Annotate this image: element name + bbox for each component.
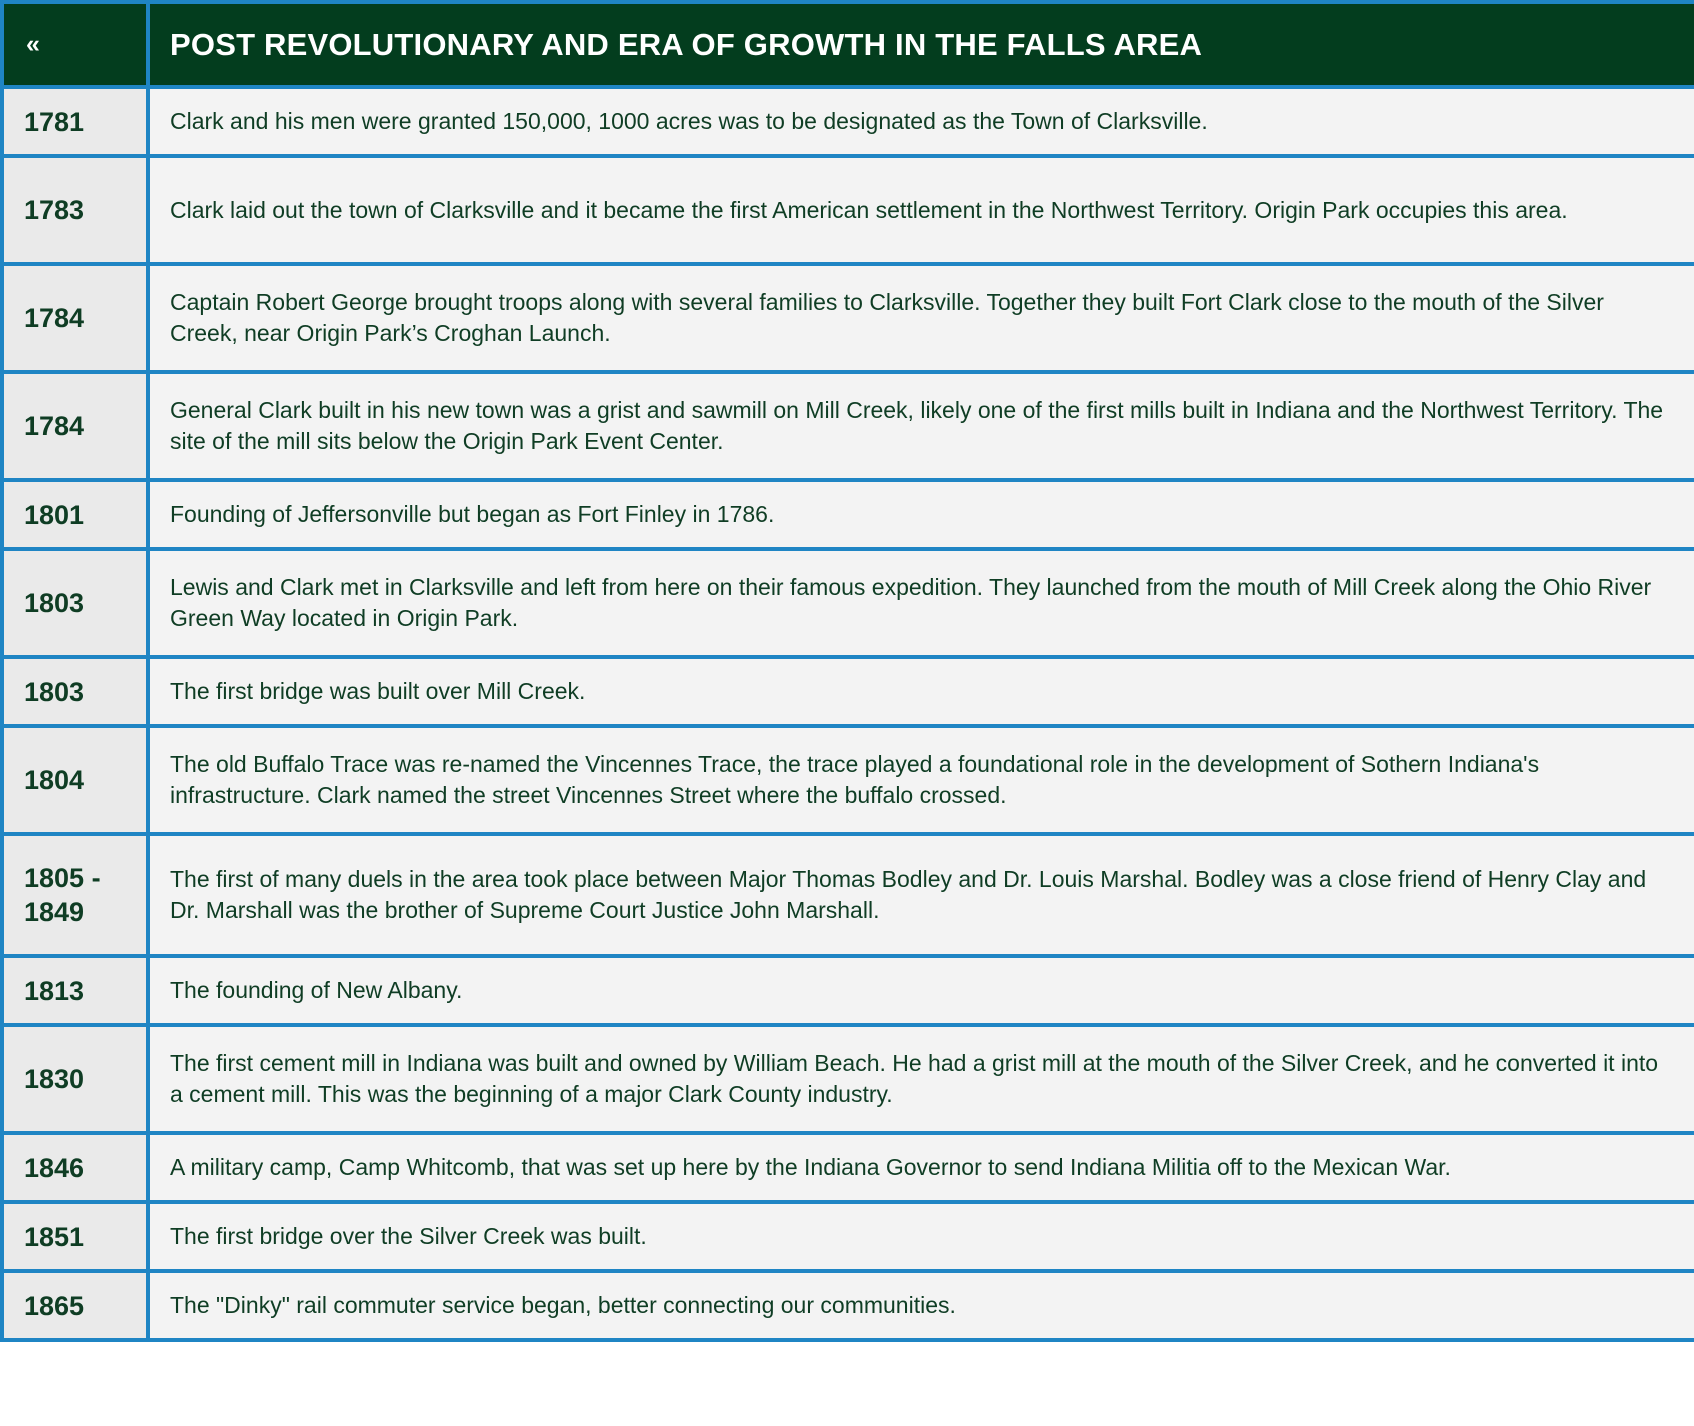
table-row bbox=[2, 1202, 1694, 1271]
row-event: Founding of Jeffersonville but began as Fort Finley in 1786. bbox=[148, 480, 1694, 549]
row-year: 1803 bbox=[2, 657, 148, 726]
row-event: Lewis and Clark met in Clarksville and left from here on their famous expedition. They launched from the mouth of Mill Creek along the Ohio River Green Way located in Origin Park. bbox=[148, 549, 1694, 657]
table-row bbox=[2, 1271, 1694, 1340]
row-event: The first bridge over the Silver Creek was built. bbox=[148, 1202, 1694, 1271]
table-row bbox=[2, 657, 1694, 726]
table-row bbox=[2, 956, 1694, 1025]
header-row bbox=[2, 2, 1694, 87]
table-header bbox=[2, 2, 1694, 87]
table-row bbox=[2, 264, 1694, 372]
timeline-rows bbox=[2, 87, 1694, 1340]
table-row bbox=[2, 1133, 1694, 1202]
row-year: 1851 bbox=[2, 1202, 148, 1271]
row-year: 1813 bbox=[2, 956, 148, 1025]
row-event: Clark laid out the town of Clarksville and it became the first American settlement in the Northwest Territory. Origin Park occupies this area. bbox=[148, 156, 1694, 264]
row-event: The first cement mill in Indiana was built and owned by William Beach. He had a grist mill at the mouth of the Silver Creek, and he converted it into a cement mill. This was the beginning of a major Clark County industry. bbox=[148, 1025, 1694, 1133]
row-event: The "Dinky" rail commuter service began, better connecting our communities. bbox=[148, 1271, 1694, 1340]
row-year: 1784 bbox=[2, 264, 148, 372]
row-event: The old Buffalo Trace was re-named the Vincennes Trace, the trace played a foundational role in the development of Sothern Indiana's infrastructure. Clark named the street Vincennes Street where the buffalo crossed. bbox=[148, 726, 1694, 834]
row-event: The first bridge was built over Mill Creek. bbox=[148, 657, 1694, 726]
table-row bbox=[2, 1025, 1694, 1133]
row-event: Clark and his men were granted 150,000, 1000 acres was to be designated as the Town of Clarksville. bbox=[148, 87, 1694, 156]
row-event: General Clark built in his new town was a grist and sawmill on Mill Creek, likely one of the first mills built in Indiana and the Northwest Territory. The site of the mill sits below the Origin Park Event Center. bbox=[148, 372, 1694, 480]
row-year: 1784 bbox=[2, 372, 148, 480]
table-row bbox=[2, 549, 1694, 657]
row-year: 1781 bbox=[2, 87, 148, 156]
table-row bbox=[2, 480, 1694, 549]
row-year: 1830 bbox=[2, 1025, 148, 1133]
table-row bbox=[2, 726, 1694, 834]
table-title: POST REVOLUTIONARY AND ERA OF GROWTH IN THE FALLS AREA bbox=[148, 2, 1694, 87]
row-year: 1803 bbox=[2, 549, 148, 657]
row-event: The first of many duels in the area took place between Major Thomas Bodley and Dr. Louis Marshal. Bodley was a close friend of Henry Clay and Dr. Marshall was the brother of Supreme Court Justice John Marshall. bbox=[148, 834, 1694, 956]
table-row bbox=[2, 834, 1694, 956]
table-row bbox=[2, 87, 1694, 156]
collapse-toggle[interactable]: « bbox=[2, 2, 148, 87]
row-year: 1804 bbox=[2, 726, 148, 834]
row-event: A military camp, Camp Whitcomb, that was set up here by the Indiana Governor to send Indiana Militia off to the Mexican War. bbox=[148, 1133, 1694, 1202]
row-year: 1805 - 1849 bbox=[2, 834, 148, 956]
row-year: 1865 bbox=[2, 1271, 148, 1340]
row-year: 1801 bbox=[2, 480, 148, 549]
row-event: Captain Robert George brought troops along with several families to Clarksville. Together they built Fort Clark close to the mouth of the Silver Creek, near Origin Park’s Croghan Launch. bbox=[148, 264, 1694, 372]
row-year: 1783 bbox=[2, 156, 148, 264]
table-row bbox=[2, 156, 1694, 264]
row-event: The founding of New Albany. bbox=[148, 956, 1694, 1025]
table-row bbox=[2, 372, 1694, 480]
row-year: 1846 bbox=[2, 1133, 148, 1202]
